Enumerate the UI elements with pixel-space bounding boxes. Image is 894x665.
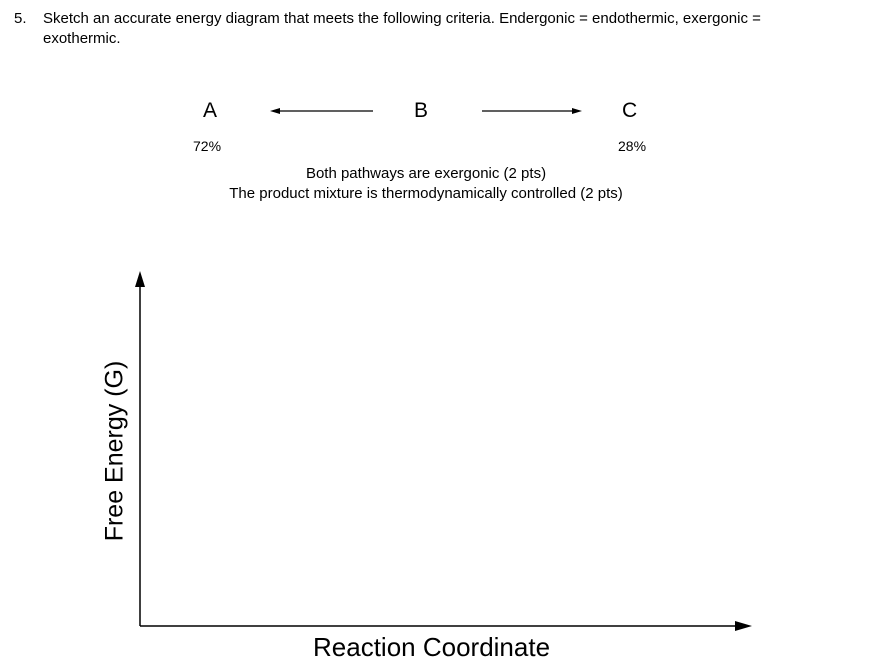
product-c-percent: 28% bbox=[618, 138, 647, 154]
product-a-label: A bbox=[203, 99, 218, 122]
question-text-line-1: Sketch an accurate energy diagram that meets the following criteria. Endergonic = endothermic, exergonic = bbox=[43, 10, 761, 27]
product-a-percent: 72% bbox=[193, 138, 222, 154]
question-number: 5. bbox=[14, 10, 27, 27]
criterion-exergonic: Both pathways are exergonic (2 pts) bbox=[305, 165, 547, 182]
x-axis-arrowhead-icon bbox=[735, 621, 752, 631]
criterion-thermodynamic: The product mixture is thermodynamically controlled (2 pts) bbox=[229, 185, 623, 202]
y-axis-arrowhead-icon bbox=[135, 271, 145, 287]
question-text-line-2: exothermic. bbox=[43, 30, 121, 47]
y-axis bbox=[135, 271, 145, 626]
reactant-b-label: B bbox=[414, 99, 429, 122]
y-axis-label: Free Energy (G) bbox=[100, 360, 129, 542]
product-c-label: C bbox=[622, 99, 638, 122]
x-axis bbox=[140, 621, 752, 631]
x-axis-label: Reaction Coordinate bbox=[313, 632, 551, 662]
